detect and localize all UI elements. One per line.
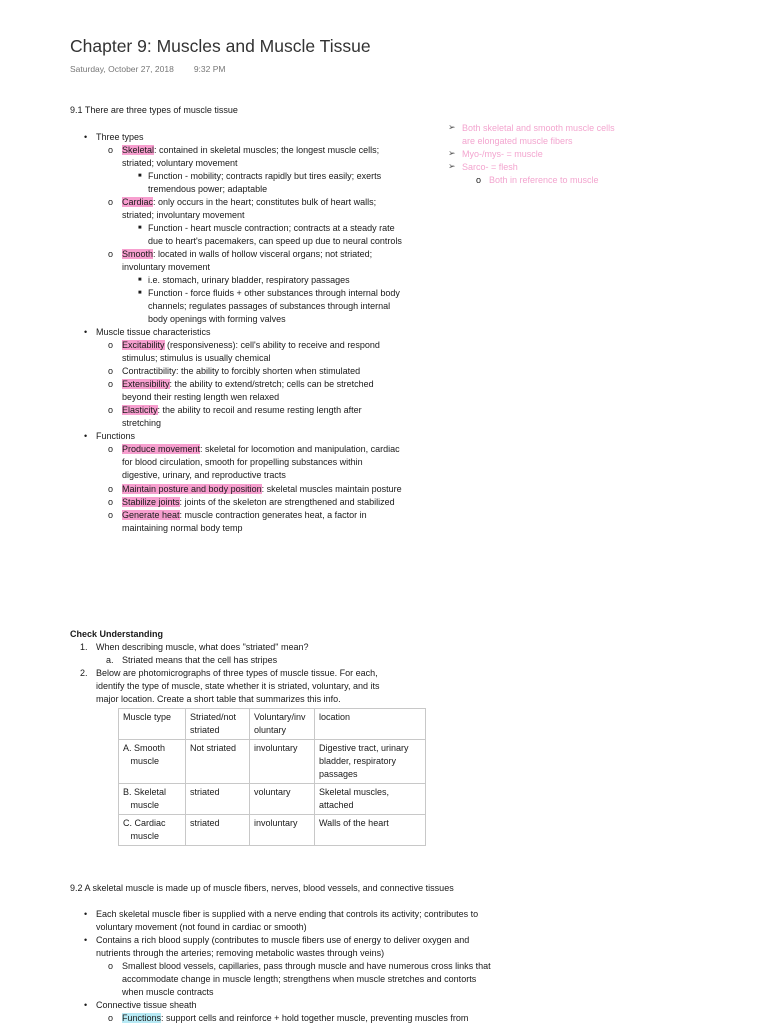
check-heading: Check Understanding xyxy=(70,629,164,639)
page-time: 9:32 PM xyxy=(193,64,226,74)
bullet-circle: o xyxy=(108,379,114,389)
side-note: Sarco- = flesh xyxy=(462,162,518,172)
list-item-cont: stretching xyxy=(122,418,162,428)
bullet-circle: o xyxy=(108,510,114,520)
highlight: Skeletal xyxy=(122,145,155,155)
list-item: Contractibility: the ability to forcibly shorten when stimulated xyxy=(122,366,361,376)
list-item-cont: when muscle contracts xyxy=(122,987,214,997)
bullet-circle: o xyxy=(108,1013,114,1023)
list-item-cont: voluntary movement (not found in cardiac or smooth) xyxy=(96,922,307,932)
arrow-bullet-icon: ➢ xyxy=(448,122,456,132)
list-item: Excitability (responsiveness): cell's ability to receive and respond xyxy=(122,340,380,350)
list-item-cont: body openings with forming valves xyxy=(148,314,286,324)
list-item-cont: accommodate change in muscle length; strengthens when muscle stretches and contorts xyxy=(122,974,477,984)
list-item: Muscle tissue characteristics xyxy=(96,327,211,337)
list-item-cont: for blood circulation, smooth for propelling substances within xyxy=(122,457,363,467)
arrow-bullet-icon: ➢ xyxy=(448,161,456,171)
table-cell: C. Cardiac muscle xyxy=(119,815,186,846)
list-item-cont: striated; involuntary movement xyxy=(122,210,245,220)
highlight: Cardiac xyxy=(122,197,154,207)
list-item: Produce movement: skeletal for locomotion and manipulation, cardiac xyxy=(122,444,400,454)
highlight: Generate heat xyxy=(122,510,180,520)
list-item: Function - heart muscle contraction; contracts at a steady rate xyxy=(148,223,395,233)
list-item: Three types xyxy=(96,132,144,142)
list-item: Stabilize joints: joints of the skeleton are strengthened and stabilized xyxy=(122,497,395,507)
list-item: Connective tissue sheath xyxy=(96,1000,197,1010)
list-item: Cardiac: only occurs in the heart; constitutes bulk of heart walls; xyxy=(122,197,377,207)
side-note: Myo-/mys- = muscle xyxy=(462,149,543,159)
list-item: Function - force fluids + other substances through internal body xyxy=(148,288,400,298)
list-item-cont: striated; voluntary movement xyxy=(122,158,238,168)
highlight: Maintain posture and body position xyxy=(122,484,262,494)
bullet-dot: • xyxy=(84,935,88,945)
bullet-dot: • xyxy=(84,132,88,142)
list-item-cont: identify the type of muscle, state whether it is striated, voluntary, and its xyxy=(96,681,380,691)
table-cell: striated xyxy=(186,784,250,815)
page-date: Saturday, October 27, 2018 xyxy=(70,64,174,74)
bullet-circle: o xyxy=(108,145,114,155)
list-item: Smooth: located in walls of hollow visceral organs; not striated; xyxy=(122,249,373,259)
list-number: 2. xyxy=(80,668,88,678)
list-item-cont: nutrients through the arteries; removing metabolic wastes through veins) xyxy=(96,948,385,958)
table-cell: Striated/not striated xyxy=(186,709,250,740)
list-item: Function - mobility; contracts rapidly but tires easily; exerts xyxy=(148,171,382,181)
bullet-circle: o xyxy=(108,340,114,350)
highlight: Elasticity xyxy=(122,405,158,415)
bullet-square: ■ xyxy=(138,290,142,296)
list-item: Extensibility: the ability to extend/stretch; cells can be stretched xyxy=(122,379,374,389)
table-cell: A. Smooth muscle xyxy=(119,740,186,784)
bullet-dot: • xyxy=(84,431,88,441)
list-item: Smallest blood vessels, capillaries, pass through muscle and have numerous cross links that xyxy=(122,961,491,971)
list-item-cont: channels; regulates passages of substances through internal xyxy=(148,301,391,311)
bullet-circle: o xyxy=(108,444,114,454)
bullet-dot: • xyxy=(84,327,88,337)
section-heading-9-1: 9.1 There are three types of muscle tissue xyxy=(70,105,238,115)
list-item: When describing muscle, what does "striated" mean? xyxy=(96,642,309,652)
bullet-circle: o xyxy=(108,497,114,507)
bullet-circle: o xyxy=(476,175,482,185)
table-row xyxy=(119,784,426,815)
highlight: Excitability xyxy=(122,340,165,350)
bullet-circle: o xyxy=(108,249,114,259)
bullet-circle: o xyxy=(108,484,114,494)
list-item-cont: stimulus; stimulus is usually chemical xyxy=(122,353,271,363)
table-cell: Not striated xyxy=(186,740,250,784)
table-cell: Walls of the heart xyxy=(315,815,426,846)
side-note: Both in reference to muscle xyxy=(489,175,599,185)
table-cell: location xyxy=(315,709,426,740)
bullet-circle: o xyxy=(108,405,114,415)
highlight: Produce movement xyxy=(122,444,201,454)
list-item-cont: beyond their resting length wen relaxed xyxy=(122,392,280,402)
table-cell: Skeletal muscles, attached xyxy=(315,784,426,815)
summary-table xyxy=(118,708,426,846)
table-header-row xyxy=(119,709,426,740)
list-item-cont: major location. Create a short table that summarizes this info. xyxy=(96,694,341,704)
highlight: Stabilize joints xyxy=(122,497,180,507)
section-heading-9-2: 9.2 A skeletal muscle is made up of muscle fibers, nerves, blood vessels, and connective tissues xyxy=(70,883,454,893)
bullet-circle: o xyxy=(108,961,114,971)
list-item-cont: maintaining normal body temp xyxy=(122,523,243,533)
list-item: Below are photomicrographs of three types of muscle tissue. For each, xyxy=(96,668,378,678)
table-cell: striated xyxy=(186,815,250,846)
list-item-cont: digestive, urinary, and reproductive tracts xyxy=(122,470,286,480)
list-item: i.e. stomach, urinary bladder, respiratory passages xyxy=(148,275,350,285)
highlight: Functions xyxy=(122,1013,162,1023)
highlight: Extensibility xyxy=(122,379,170,389)
list-letter: a. xyxy=(106,655,114,665)
side-note-cont: are elongated muscle fibers xyxy=(462,136,573,146)
list-item-cont: tremendous power; adaptable xyxy=(148,184,268,194)
table-cell: involuntary xyxy=(250,740,315,784)
page-timestamp xyxy=(70,64,225,74)
list-item-cont: due to heart's pacemakers, can speed up due to neural controls xyxy=(148,236,402,246)
list-item: Contains a rich blood supply (contributes to muscle fibers use of energy to deliver oxygen and xyxy=(96,935,470,945)
list-item-cont: involuntary movement xyxy=(122,262,211,272)
arrow-bullet-icon: ➢ xyxy=(448,148,456,158)
table-cell: involuntary xyxy=(250,815,315,846)
list-number: 1. xyxy=(80,642,88,652)
table-cell: Voluntary/inv oluntary xyxy=(250,709,315,740)
bullet-circle: o xyxy=(108,197,114,207)
bullet-circle: o xyxy=(108,366,114,376)
table-cell: Muscle type xyxy=(119,709,186,740)
bullet-square: ■ xyxy=(138,173,142,179)
list-item: Skeletal: contained in skeletal muscles; the longest muscle cells; xyxy=(122,145,380,155)
list-item: Striated means that the cell has stripes xyxy=(122,655,278,665)
page-title: Chapter 9: Muscles and Muscle Tissue xyxy=(70,36,371,56)
list-item: Functions xyxy=(96,431,136,441)
table-row xyxy=(119,815,426,846)
bullet-dot: • xyxy=(84,1000,88,1010)
table-cell: voluntary xyxy=(250,784,315,815)
list-item: Maintain posture and body position: skeletal muscles maintain posture xyxy=(122,484,402,494)
list-item: Generate heat: muscle contraction generates heat, a factor in xyxy=(122,510,367,520)
list-item: Elasticity: the ability to recoil and resume resting length after xyxy=(122,405,362,415)
bullet-square: ■ xyxy=(138,225,142,231)
table-cell: B. Skeletal muscle xyxy=(119,784,186,815)
table-row xyxy=(119,740,426,784)
bullet-square: ■ xyxy=(138,277,142,283)
side-note: Both skeletal and smooth muscle cells xyxy=(462,123,615,133)
table-cell: Digestive tract, urinary bladder, respiratory passages xyxy=(315,740,426,784)
bullet-dot: • xyxy=(84,909,88,919)
highlight: Smooth xyxy=(122,249,154,259)
list-item: Each skeletal muscle fiber is supplied with a nerve ending that controls its activity; contributes to xyxy=(96,909,479,919)
list-item: Functions: support cells and reinforce + hold together muscle, preventing muscles from xyxy=(122,1013,469,1023)
